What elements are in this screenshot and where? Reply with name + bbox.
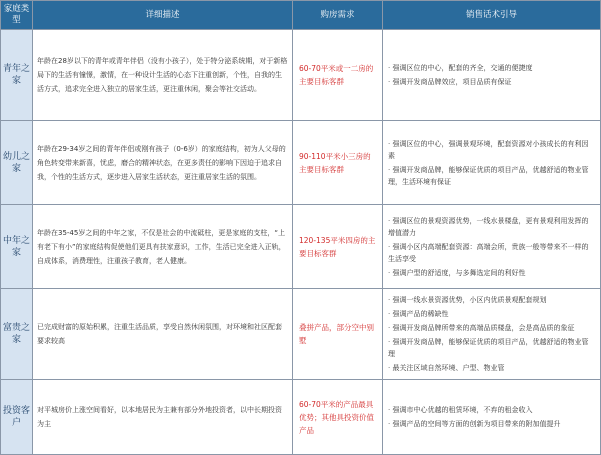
guidance-line: · 强调小区内高端配套资源：高端会所，贵族一般等带来不一样的生活享受 [388, 241, 595, 265]
requirement-cell: 60-70平米或一二房的主要目标客群 [293, 30, 383, 121]
guidance-line: · 强调区位的景观资源优势，一线水景楼盘，更有景观利用发挥的增值潜力 [388, 215, 595, 239]
header-guidance: 销售话术引导 [383, 1, 601, 30]
description-cell: 年龄在35-45岁之间的中年之家，不仅是社会的中流砥柱，更是家庭的支柱，“上有老下有小”的家庭结构促使他们更具有扶家意识，工作，生活已完全进入正轨，自成体系，消费理性，注重孩子教育，老人健康。 [33, 205, 293, 289]
description-cell: 年龄在29-34岁之间的青年伴侣或刚有孩子（0-6岁）的家庭结构，初为人父母的角色转变带来新喜，忧虑，磨合的精神状态，在更多责任的影响下因迫于追求自我，个性的生活方式，逐步进入居家生活状态，更注重居家生活的氛围。 [33, 121, 293, 205]
description-cell: 对平城房价上涨空间看好，以本地居民为主兼有部分外地投资者，以中长期投资为主 [33, 380, 293, 455]
guidance-line: · 强调市中心优越的租赁环境，不弃的租金收入 [388, 404, 595, 416]
guidance-cell [383, 380, 601, 455]
guidance-line: · 强调开发商品牌，能够保证优质的项目产品，优越舒适的物业管理，生活环境有保证 [388, 164, 595, 188]
guidance-line: · 强调区位的中心，强调景观环境，配套资源对小孩成长的有利因素 [388, 138, 595, 162]
guidance-cell [383, 289, 601, 380]
description-cell: 年龄在28岁以下的青年或青年伴侣（没有小孩子），处于特分泌系统期，对于新格局下的生活有憧憬，激情，在一种设计生活的心态下注重创新，个性，自我的生活方式，追求完全进入独立的居家生活，更注重休闲，聚会等社交活动。 [33, 30, 293, 121]
family-type-cell: 中年之家 [1, 205, 33, 289]
guidance-line: · 强调开发商品牌效应，项目品质有保证 [388, 76, 595, 88]
requirement-cell: 叠拼产品，部分空中别墅 [293, 289, 383, 380]
guidance-line: · 强调户型的舒适度，与多舞选定间的利好性 [388, 267, 595, 279]
header-description: 详细描述 [33, 1, 293, 30]
header-family-type: 家庭类型 [1, 1, 33, 30]
guidance-line: · 强调开发商品牌，能够保证优质的项目产品，优越舒适的物业管理 [388, 336, 595, 360]
guidance-cell [383, 121, 601, 205]
header-requirement: 购房需求 [293, 1, 383, 30]
requirement-cell: 120-135平米四房的主要目标客群 [293, 205, 383, 289]
guidance-line: · 最关注区域自然环境、户型、物业管 [388, 362, 595, 374]
table-row [1, 380, 601, 455]
table-row [1, 30, 601, 121]
table-header-row [1, 1, 601, 30]
guidance-cell [383, 30, 601, 121]
table-row [1, 289, 601, 380]
requirement-cell: 60-70平米的产品最具优势；其他具投资价值产品 [293, 380, 383, 455]
family-type-cell: 青年之家 [1, 30, 33, 121]
guidance-line: · 强调一线水景资源优势，小区内优质景观配套规划 [388, 294, 595, 306]
guidance-line: · 强调产品的稀缺性 [388, 308, 595, 320]
family-type-cell: 富贵之家 [1, 289, 33, 380]
guidance-line: · 强调产品的空间等方面的创新为项目带来的附加值提升 [388, 418, 595, 430]
requirement-cell: 90-110平米小三房的主要目标客群 [293, 121, 383, 205]
guidance-line: · 强调区位的中心，配套的齐全，交通的便捷度 [388, 62, 595, 74]
table-row [1, 121, 601, 205]
guidance-line: · 强调开发商品牌所带来的高端品质楼盘，会是高品质的象征 [388, 322, 595, 334]
guidance-cell [383, 205, 601, 289]
family-type-cell: 幼儿之家 [1, 121, 33, 205]
family-type-cell: 投资客户 [1, 380, 33, 455]
table-row [1, 205, 601, 289]
description-cell: 已完成财富的原始积累，注重生活品质，享受自然休闲氛围，对环境和社区配套要求较高 [33, 289, 293, 380]
